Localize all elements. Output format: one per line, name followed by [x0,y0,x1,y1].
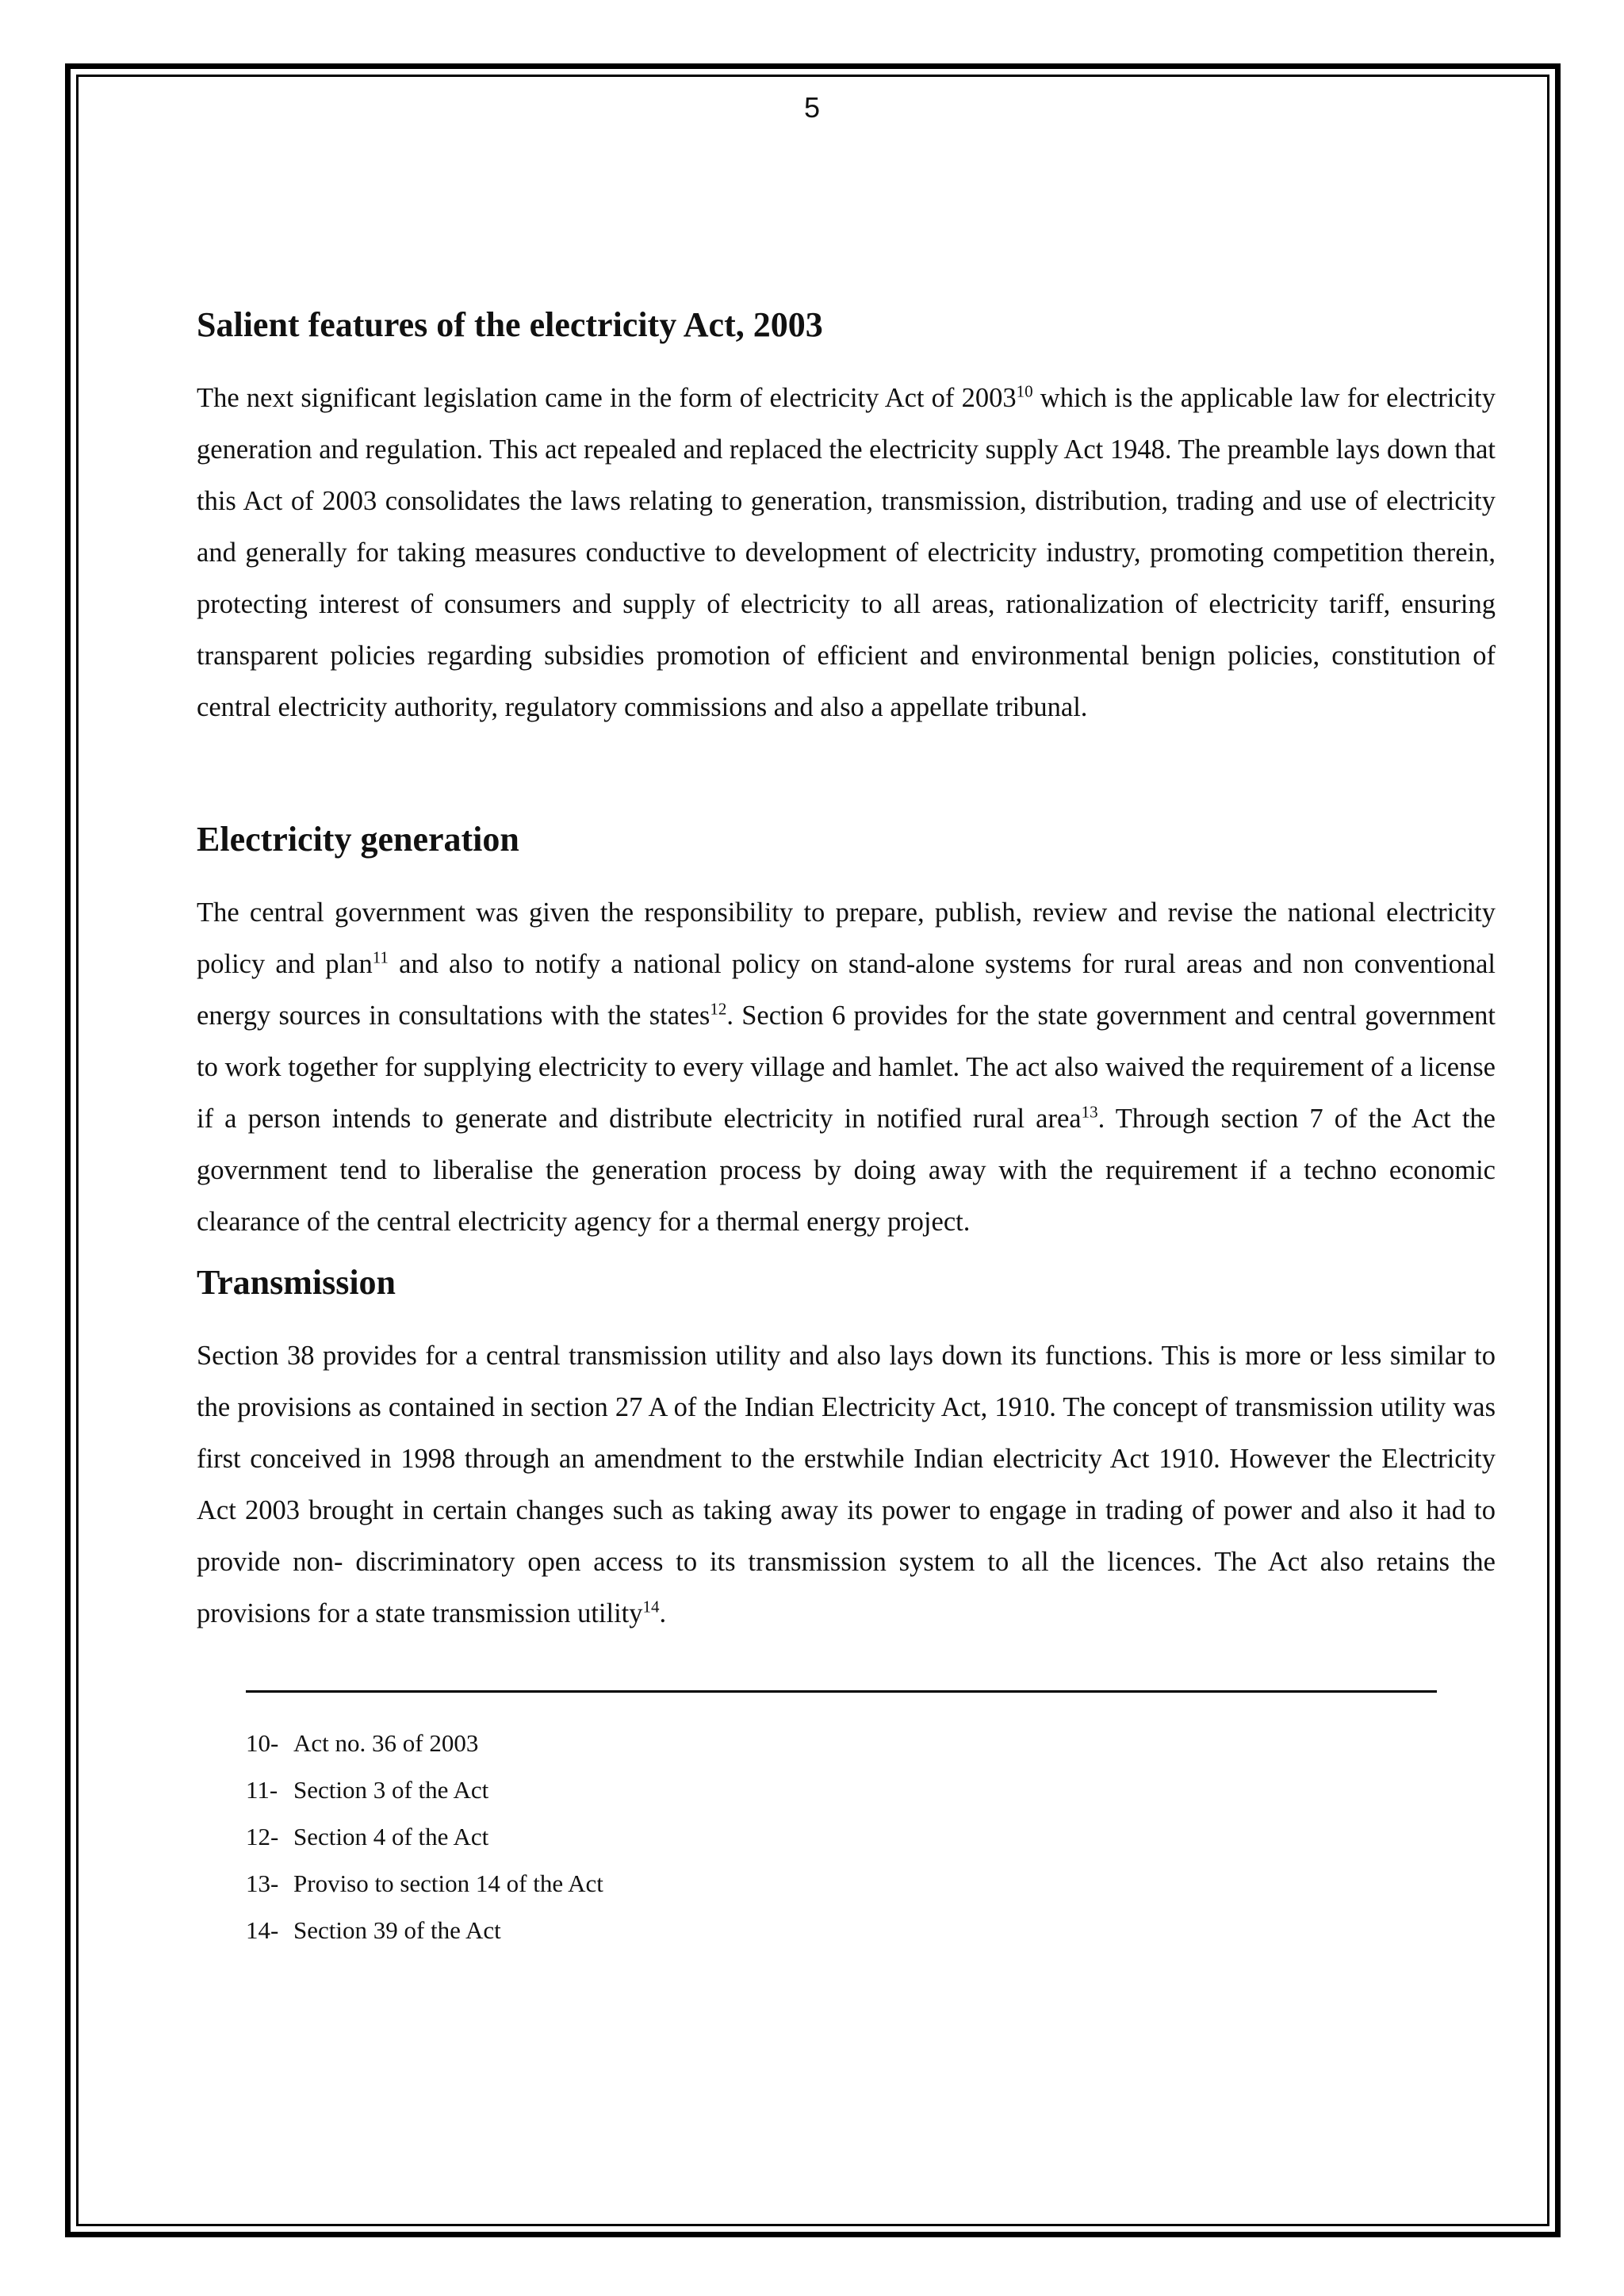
footnote-text: Section 4 of the Act [293,1823,489,1850]
paragraph-text: Section 38 provides for a central transmission utility and also lays down its functions. This is more or less similar to the provisions as contained in section 27 A of the Indian Electricity Act, 1910. The concept of transmission utility was first conceived in 1998 through an amendment to the erstwhile Indian electricity Act 1910. However the Electricity Act 2003 brought in certain changes such as taking away its power to engage in trading of power and also it had to provide non- discriminatory open access to its transmission system to all the licences. The Act also retains the provisions for a state transmission utility [197,1341,1496,1628]
footnote-item [246,1907,1496,1954]
footnote-divider [246,1690,1437,1693]
footnote-number: 10- [246,1729,279,1757]
section-electricity-generation [197,816,1496,1248]
footnote-number: 12- [246,1823,279,1850]
footnote-ref: 12 [710,999,727,1019]
footnote-ref: 10 [1016,381,1033,401]
paragraph-text: . [659,1598,667,1628]
footnote-number: 13- [246,1869,279,1897]
section-transmission [197,1259,1496,1640]
section-paragraph [197,1330,1496,1640]
footnote-ref: 13 [1081,1102,1098,1122]
section-salient-features [197,301,1496,733]
footnote-number: 11- [246,1776,278,1804]
section-heading: Electricity generation [197,820,519,859]
paragraph-text: . Through section 7 of the Act the government tend to liberalise the generation process by doing away with the requirement if a techno economic clearance of the central electricity agency for a thermal energy project. [197,1104,1496,1237]
page-content [197,301,1496,1954]
paragraph-text: The next significant legislation came in the form of electricity Act of 2003 [197,383,1017,413]
footnote-item [246,1813,1496,1860]
paragraph-text: The central government was given the responsibility to prepare, publish, review and revise the national electricity policy and plan [197,897,1496,979]
paragraph-text: . Section 6 provides for the state government and central government to work together for supplying electricity to every village and hamlet. The act also waived the requirement of a license if a person intends to generate and distribute electricity in notified rural area [197,1001,1496,1134]
section-heading: Salient features of the electricity Act, 2003 [197,305,823,344]
section-paragraph [197,373,1496,733]
footnote-text: Section 39 of the Act [293,1916,501,1944]
footnote-text: Section 3 of the Act [293,1776,489,1804]
paragraph-text: and also to notify a national policy on stand-alone systems for rural areas and non conventional energy sources in consultations with the states [197,949,1496,1031]
paragraph-text: which is the applicable law for electricity generation and regulation. This act repealed and replaced the electricity supply Act 1948. The preamble lays down that this Act of 2003 consolidates the laws relating to generation, transmission, distribution, trading and use of electricity and generally for taking measures conductive to development of electricity industry, promoting competition therein, protecting interest of consumers and supply of electricity to all areas, rationalization of electricity tariff, ensuring transparent policies regarding subsidies promotion of efficient and environmental benign policies, constitution of central electricity authority, regulatory commissions and also a appellate tribunal. [197,383,1496,722]
footnote-text: Proviso to section 14 of the Act [293,1869,603,1897]
footnote-number: 14- [246,1916,279,1944]
page-number: 5 [803,91,821,124]
footnote-ref: 14 [642,1597,660,1617]
footnote-list [246,1720,1496,1954]
section-paragraph [197,887,1496,1248]
footnote-ref: 11 [372,947,389,967]
footnote-text: Act no. 36 of 2003 [293,1729,479,1757]
section-heading: Transmission [197,1263,396,1302]
footnote-item [246,1720,1496,1766]
footnote-item [246,1766,1496,1813]
footnote-item [246,1860,1496,1907]
